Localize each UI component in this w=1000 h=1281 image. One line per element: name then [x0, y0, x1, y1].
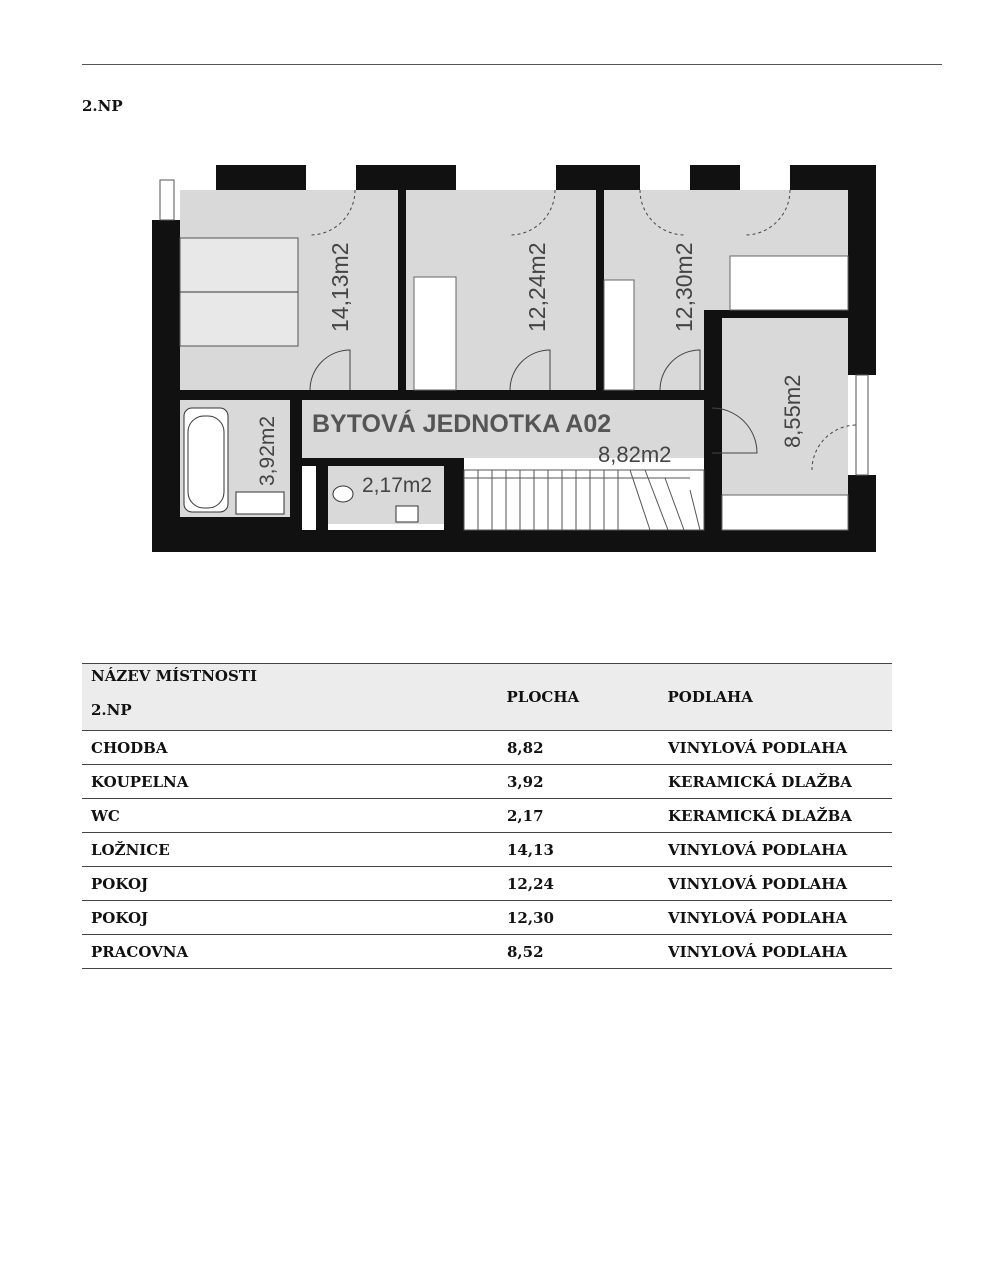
- wall-north-4: [690, 165, 740, 190]
- table-row: [82, 935, 892, 969]
- header-area: PLOCHA: [498, 664, 659, 731]
- wall-wc-east: [444, 458, 464, 530]
- room-area: 12,30: [498, 901, 659, 935]
- table-header-row: [82, 664, 892, 731]
- study-area: 8,55m2: [780, 374, 805, 448]
- room-area: 14,13: [498, 833, 659, 867]
- wall-south: [152, 530, 876, 552]
- wall-bath-east: [290, 400, 302, 530]
- room2-area: 12,30m2: [671, 242, 697, 332]
- wc-area: 2,17m2: [362, 474, 433, 497]
- wall-east-upper: [848, 165, 876, 375]
- room-name: POKOJ: [82, 901, 498, 935]
- room-floor: VINYLOVÁ PODLAHA: [659, 867, 893, 901]
- table-row: [82, 901, 892, 935]
- room-floor: VINYLOVÁ PODLAHA: [659, 833, 893, 867]
- room-floor: VINYLOVÁ PODLAHA: [659, 731, 893, 765]
- wall-north-1: [216, 165, 306, 190]
- table-row: [82, 731, 892, 765]
- wall-int-2: [596, 190, 604, 390]
- room-name: CHODBA: [82, 731, 498, 765]
- room-area: 2,17: [498, 799, 659, 833]
- room-table: [82, 663, 892, 969]
- wall-east-lower: [848, 475, 876, 552]
- room-area: 3,92: [498, 765, 659, 799]
- table-row: [82, 833, 892, 867]
- room-name: LOŽNICE: [82, 833, 498, 867]
- wall-north-5: [790, 165, 850, 190]
- wall-north-3: [556, 165, 640, 190]
- header-room-name: NÁZEV MÍSTNOSTI 2.NP: [82, 664, 498, 731]
- wall-study-north: [712, 310, 852, 318]
- table-row: [82, 799, 892, 833]
- room-floor: KERAMICKÁ DLAŽBA: [659, 799, 893, 833]
- room-floor: VINYLOVÁ PODLAHA: [659, 901, 893, 935]
- header-floor: PODLAHA: [659, 664, 893, 731]
- room-area: 12,24: [498, 867, 659, 901]
- wall-wc-west: [316, 458, 328, 530]
- room-name: WC: [82, 799, 498, 833]
- room-floor: KERAMICKÁ DLAŽBA: [659, 765, 893, 799]
- room-name: KOUPELNA: [82, 765, 498, 799]
- room1-area: 12,24m2: [524, 242, 550, 332]
- floor-label: 2.NP: [82, 97, 123, 115]
- wall-study-west: [704, 310, 722, 530]
- room-name: POKOJ: [82, 867, 498, 901]
- wall-bath-south: [178, 517, 298, 530]
- wall-west: [152, 220, 180, 552]
- bathroom-area: 3,92m2: [256, 415, 279, 486]
- wall-north-2: [356, 165, 456, 190]
- unit-title: BYTOVÁ JEDNOTKA A02: [312, 410, 612, 438]
- table-row: [82, 867, 892, 901]
- floor-plan: [0, 0, 1000, 600]
- room-area: 8,82: [498, 731, 659, 765]
- bedroom-area: 14,13m2: [327, 242, 353, 332]
- hall-area: 8,82m2: [598, 442, 672, 467]
- table-row: [82, 765, 892, 799]
- wall-corridor-north: [178, 390, 712, 400]
- wall-int-1: [398, 190, 406, 390]
- room-name: PRACOVNA: [82, 935, 498, 969]
- room-area: 8,52: [498, 935, 659, 969]
- room-floor: VINYLOVÁ PODLAHA: [659, 935, 893, 969]
- stairs: [464, 470, 704, 530]
